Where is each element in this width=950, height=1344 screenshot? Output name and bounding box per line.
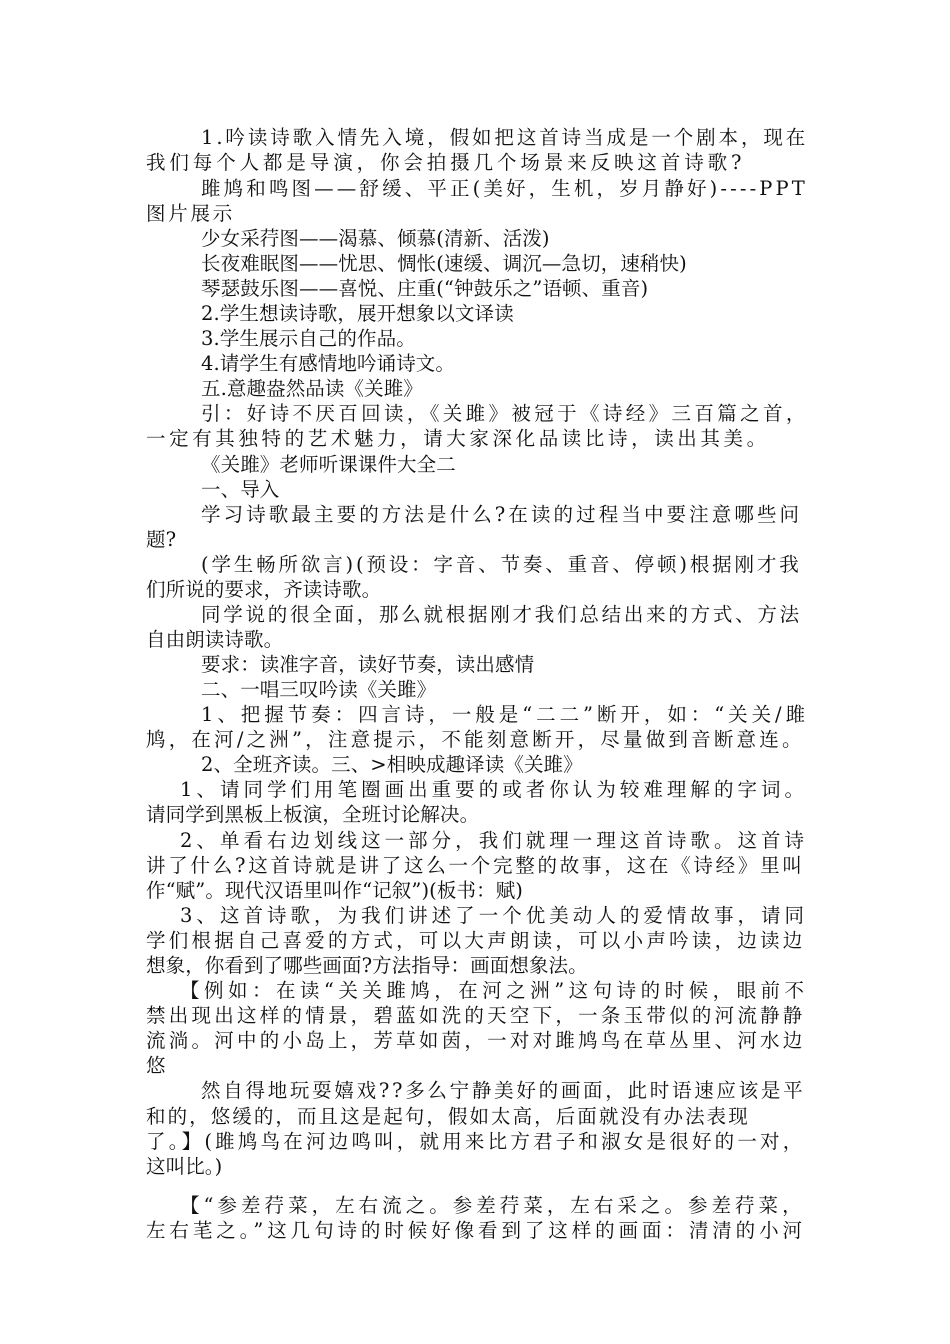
text-line: (学生畅所欲言)(预设：字音、节奏、重音、停顿)根据刚才我 <box>201 553 802 576</box>
text-line: 学们根据自己喜爱的方式，可以大声朗读，可以小声吟读，边读边 <box>146 929 806 952</box>
text-line: 作“赋”。现代汉语里叫作“记叙”)(板书：赋) <box>146 879 523 902</box>
text-line: 流淌。河中的小岛上，芳草如茵，一对对雎鸠鸟在草丛里、河水边 <box>146 1029 806 1052</box>
text-line: 2.学生想读诗歌，展开想象以文译读 <box>201 302 514 325</box>
text-line: 们所说的要求，齐读诗歌。 <box>146 578 382 601</box>
section-heading: 二、一唱三叹吟读《关雎》 <box>201 678 437 701</box>
text-line: 引：好诗不厌百回读，《关雎》被冠于《诗经》三百篇之首， <box>201 402 809 425</box>
text-line: 自由朗读诗歌。 <box>146 628 284 651</box>
text-line: 图片展示 <box>146 202 236 225</box>
text-line: 和的，悠缓的，而且这是起句，假如太高，后面就没有办法表现 <box>146 1105 750 1128</box>
text-line: 4.请学生有感情地吟诵诗文。 <box>201 352 456 375</box>
document-title: 《关雎》老师听课课件大全二 <box>201 453 456 476</box>
text-line: 然自得地玩耍嬉戏??多么宁静美好的画面，此时语速应该是平 <box>201 1079 806 1102</box>
text-line: 同学说的很全面，那么就根据刚才我们总结出来的方式、方法 <box>201 603 802 626</box>
section-heading: 一、导入 <box>201 478 280 501</box>
text-line: 学习诗歌最主要的方法是什么?在读的过程当中要注意哪些问 <box>201 503 803 526</box>
text-line: 我们每个人都是导演，你会拍摄几个场景来反映这首诗歌? <box>146 151 746 174</box>
section-heading: 五.意趣盎然品读《关雎》 <box>201 377 423 400</box>
text-line: 3、这首诗歌，为我们讲述了一个优美动人的爱情故事，请同 <box>180 904 809 927</box>
text-line: 3.学生展示自己的作品。 <box>201 327 416 350</box>
text-line: 长夜难眠图——忧思、惆怅(速缓、调沉—急切，速稍快) <box>201 252 687 275</box>
text-line: 少女采荇图——渴慕、倾慕(清新、活泼) <box>201 227 550 250</box>
text-line: 1、把握节奏：四言诗，一般是“二二”断开，如：“关关/雎 <box>201 703 810 726</box>
text-line: 悠 <box>146 1054 166 1077</box>
text-line: 【“参差荇菜，左右流之。参差荇菜，左右采之。参差荇菜， <box>180 1194 806 1217</box>
text-line: 鸠，在河/之洲”，注意提示，不能刻意断开，尽量做到音断意连。 <box>146 728 805 751</box>
text-line: 禁出现出这样的情景，碧蓝如洗的天空下，一条玉带似的河流静静 <box>146 1004 806 1027</box>
text-line: 了。】(雎鸠鸟在河边鸣叫，就用来比方君子和淑女是很好的一对， <box>146 1130 806 1153</box>
text-line: 【例如：在读“关关雎鸠，在河之洲”这句诗的时候，眼前不 <box>180 979 809 1002</box>
text-line: 题? <box>146 528 177 551</box>
text-line: 1、请同学们用笔圈画出重要的或者你认为较难理解的字词。 <box>180 778 809 801</box>
text-line: 想象，你看到了哪些画面?方法指导：画面想象法。 <box>146 954 588 977</box>
text-line: 讲了什么?这首诗就是讲了这么一个完整的故事，这在《诗经》里叫 <box>146 854 805 877</box>
text-line: 2、全班齐读。三、>相映成趣译读《关雎》 <box>201 753 583 776</box>
text-line: 要求：读准字音，读好节奏，读出感情 <box>201 653 535 676</box>
text-line: 一定有其独特的艺术魅力，请大家深化品读比诗，读出其美。 <box>146 427 770 450</box>
text-line: 请同学到黑板上板演，全班讨论解决。 <box>146 803 480 826</box>
text-line: 这叫比。) <box>146 1155 223 1178</box>
text-line: 雎鸠和鸣图——舒缓、平正(美好，生机，岁月静好)----PPT <box>201 177 808 200</box>
text-line: 琴瑟鼓乐图——喜悦、庄重(“钟鼓乐之”语顿、重音) <box>201 277 649 300</box>
text-line: 1.吟读诗歌入情先入境，假如把这首诗当成是一个剧本，现在 <box>201 126 809 149</box>
text-line: 2、单看右边划线这一部分，我们就理一理这首诗歌。这首诗 <box>180 829 809 852</box>
text-line: 左右芼之。”这几句诗的时候好像看到了这样的画面：清清的小河 <box>146 1219 806 1242</box>
